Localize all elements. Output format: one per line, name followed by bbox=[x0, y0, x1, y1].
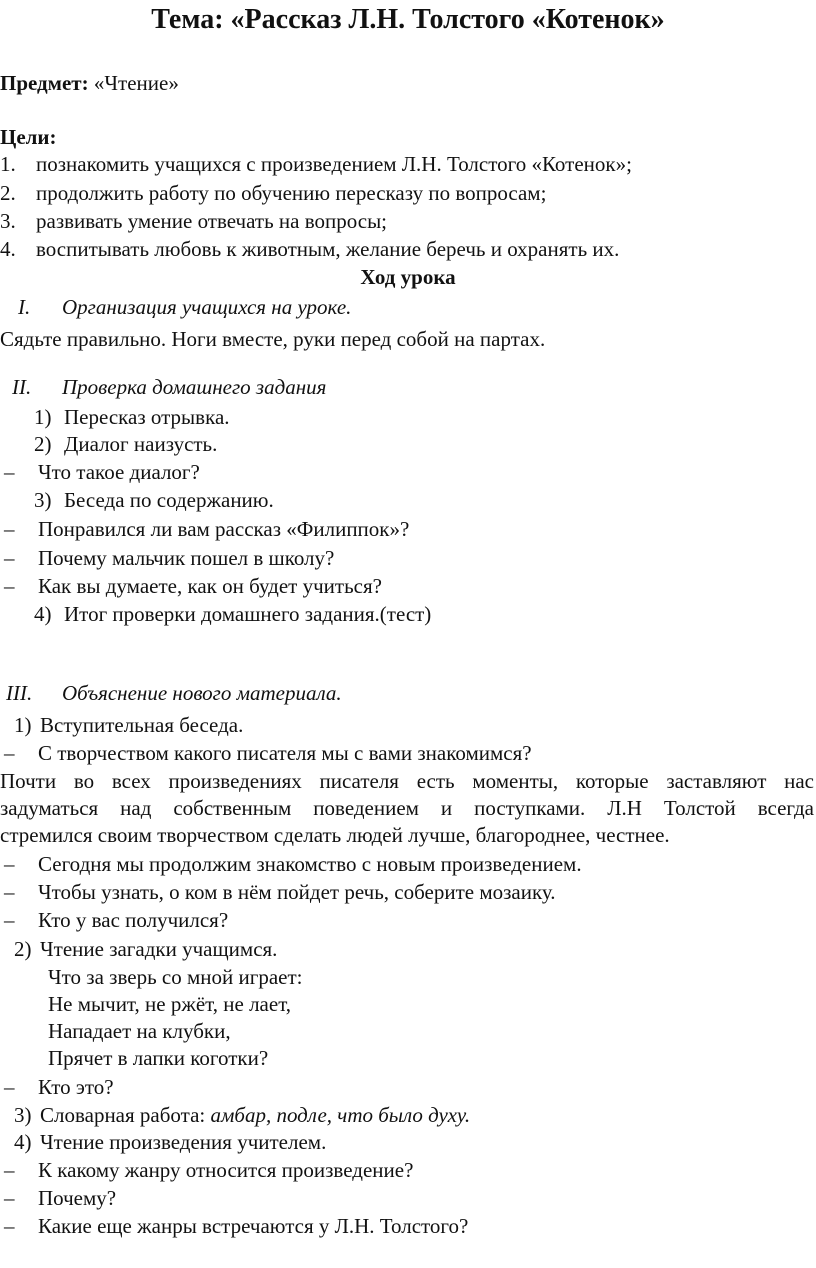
s3-paragraph-line1: Почти во всех произведениях писателя есть моменты, которые заставляют нас bbox=[0, 769, 814, 793]
riddle-line-1: Что за зверь со мной играет: bbox=[48, 965, 303, 989]
riddle-line-2: Не мычит, не ржёт, не лает, bbox=[48, 992, 292, 1016]
section1-num: I. bbox=[18, 295, 31, 319]
s3-paragraph-line3: стремился своим творчеством сделать людей лучше, благороднее, честнее. bbox=[0, 823, 670, 847]
s2-item2-text: Диалог наизусть. bbox=[64, 432, 218, 456]
s2-item4-num: 4) bbox=[34, 602, 52, 626]
s2-item1-num: 1) bbox=[34, 405, 52, 429]
section1-text: Сядьте правильно. Ноги вместе, руки перед собой на партах. bbox=[0, 327, 546, 351]
subject-value: «Чтение» bbox=[88, 71, 179, 95]
section3-title: Объяснение нового материала. bbox=[62, 681, 342, 705]
goal-num-3: 3. bbox=[0, 209, 16, 233]
s2-q3-text: Почему мальчик пошел в школу? bbox=[38, 546, 335, 570]
s3-q1-dash: – bbox=[4, 741, 15, 765]
s3-q8-text: Какие еще жанры встречаются у Л.Н. Толстого? bbox=[38, 1214, 469, 1238]
s2-q4-dash: – bbox=[4, 574, 15, 598]
s3-item3-num: 3) bbox=[14, 1103, 32, 1127]
goal-text-2: продолжить работу по обучению пересказу по вопросам; bbox=[36, 181, 547, 205]
section2-num: II. bbox=[12, 375, 32, 399]
s2-q3-dash: – bbox=[4, 546, 15, 570]
s3-item3-line bbox=[40, 1102, 470, 1128]
s2-item2-num: 2) bbox=[34, 432, 52, 456]
s3-q5-dash: – bbox=[4, 1075, 15, 1099]
s2-q4-text: Как вы думаете, как он будет учиться? bbox=[38, 574, 382, 598]
s3-q7-dash: – bbox=[4, 1186, 15, 1210]
s2-item1-text: Пересказ отрывка. bbox=[64, 405, 230, 429]
s2-q2-dash: – bbox=[4, 517, 15, 541]
goal-num-4: 4. bbox=[0, 237, 16, 261]
s3-q2-text: Сегодня мы продолжим знакомство с новым произведением. bbox=[38, 852, 582, 876]
s3-item1-text: Вступительная беседа. bbox=[40, 713, 244, 737]
riddle-line-3: Нападает на клубки, bbox=[48, 1019, 231, 1043]
s2-item3-text: Беседа по содержанию. bbox=[64, 488, 274, 512]
goal-text-3: развивать умение отвечать на вопросы; bbox=[36, 209, 388, 233]
riddle-line-4: Прячет в лапки коготки? bbox=[48, 1046, 269, 1070]
s3-item2-text: Чтение загадки учащимся. bbox=[40, 937, 278, 961]
document-title: Тема: «Рассказ Л.Н. Толстого «Котенок» bbox=[151, 4, 665, 35]
s3-item3-text: Словарная работа: bbox=[40, 1103, 211, 1127]
s3-q6-text: К какому жанру относится произведение? bbox=[38, 1158, 414, 1182]
s3-item4-text: Чтение произведения учителем. bbox=[40, 1130, 327, 1154]
s3-q1-text: С творчеством какого писателя мы с вами знакомимся? bbox=[38, 741, 532, 765]
subject-line bbox=[0, 70, 179, 96]
s3-q4-dash: – bbox=[4, 908, 15, 932]
s3-item3-words: амбар, подле, что было духу. bbox=[210, 1103, 471, 1127]
s3-q8-dash: – bbox=[4, 1214, 15, 1238]
section3-num: III. bbox=[6, 681, 33, 705]
s2-q2-text: Понравился ли вам рассказ «Филиппок»? bbox=[38, 517, 410, 541]
goal-text-1: познакомить учащихся с произведением Л.Н. Толстого «Котенок»; bbox=[36, 152, 632, 176]
goals-heading: Цели: bbox=[0, 125, 57, 149]
s3-q7-text: Почему? bbox=[38, 1186, 117, 1210]
s3-q4-text: Кто у вас получился? bbox=[38, 908, 229, 932]
s3-q6-dash: – bbox=[4, 1158, 15, 1182]
s2-q1-text: Что такое диалог? bbox=[38, 460, 200, 484]
lesson-heading: Ход урока bbox=[360, 265, 456, 289]
s3-q3-dash: – bbox=[4, 880, 15, 904]
goal-text-4: воспитывать любовь к животным, желание беречь и охранять их. bbox=[36, 237, 620, 261]
goal-num-1: 1. bbox=[0, 152, 16, 176]
s2-q1-dash: – bbox=[4, 460, 15, 484]
s3-q3-text: Чтобы узнать, о ком в нём пойдет речь, соберите мозаику. bbox=[38, 880, 556, 904]
section2-title: Проверка домашнего задания bbox=[62, 375, 327, 399]
s2-item4-text: Итог проверки домашнего задания.(тест) bbox=[64, 602, 432, 626]
s3-item2-num: 2) bbox=[14, 937, 32, 961]
s3-q5-text: Кто это? bbox=[38, 1075, 114, 1099]
goal-num-2: 2. bbox=[0, 181, 16, 205]
subject-label: Предмет: bbox=[0, 71, 89, 95]
s3-q2-dash: – bbox=[4, 852, 15, 876]
s3-item4-num: 4) bbox=[14, 1130, 32, 1154]
s3-item1-num: 1) bbox=[14, 713, 32, 737]
s3-paragraph-line2: задуматься над собственным поведением и поступками. Л.Н Толстой всегда bbox=[0, 796, 814, 820]
section1-title: Организация учащихся на уроке. bbox=[62, 295, 352, 319]
s2-item3-num: 3) bbox=[34, 488, 52, 512]
